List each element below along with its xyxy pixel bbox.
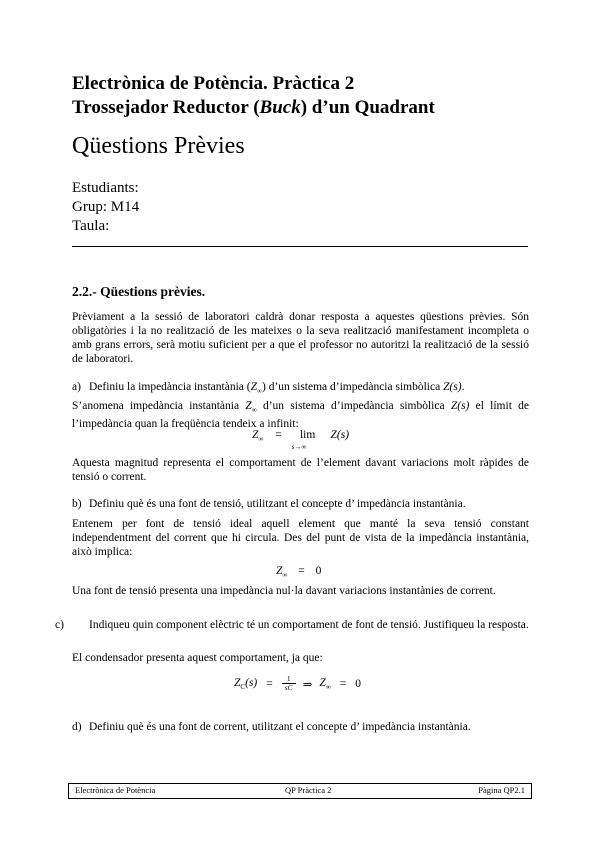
eq-implies: ⇒ (302, 678, 313, 691)
eq-equals: = (339, 677, 347, 690)
answer-text: el límit de l’impedància quan la freqüència tendeix a infinit: (72, 400, 529, 430)
header-divider (72, 246, 528, 247)
symbol: Z (245, 400, 252, 412)
question-label: d) (72, 721, 82, 733)
answer-c: El condensador presenta aquest comportament, ja que: (72, 652, 323, 664)
eq-rhs: 0 (315, 565, 322, 577)
footer-right: Pàgina QP2.1 (478, 785, 525, 795)
question-label: a) (72, 381, 81, 393)
eq-subscript: C (240, 682, 246, 691)
eq-symbol: Z (252, 429, 259, 441)
eq-arg: (s) (245, 676, 258, 689)
page-title: Qüestions Prèvies (72, 133, 245, 159)
title-part: Trossejador Reductor ( (72, 97, 260, 118)
answer-a-conclusion: Aquesta magnitud representa el comportament de l’element davant variacions molt ràpides de tensió o corrent. (72, 457, 529, 483)
eq-symbol: Z (276, 565, 283, 577)
footer-left: Electrònica de Potència (75, 785, 156, 795)
question-d (72, 720, 529, 734)
question-label: c) (55, 619, 64, 631)
answer-b-conclusion: Una font de tensió presenta una impedància nul·la davant variacions instantànies de corrent. (72, 585, 496, 597)
question-text: . (461, 381, 465, 393)
title-emphasis: Buck (259, 97, 301, 118)
footer-center: QP Pràctica 2 (285, 785, 332, 795)
intro-paragraph: Prèviament a la sessió de laboratori caldrà donar resposta a aquestes qüestions prèvies. Són obligatòries i la no realització de les mateixes o la seva realització manifestament incompleta o amb grans errors, serà motiu suficient per a que el professor no autoritzi la realització de la sessió de laboratori. (72, 311, 529, 365)
title-part: ) d’un Quadrant (300, 97, 435, 118)
question-text: Definiu què és una font de corrent, utilitzant el concepte d’ impedància instantània. (89, 721, 471, 733)
eq-equals: = (266, 677, 273, 690)
eq-limit (291, 429, 322, 451)
answer-a (72, 399, 529, 431)
eq-z (319, 677, 330, 691)
students-field: Estudiants: (72, 180, 139, 196)
question-b (72, 497, 529, 511)
symbol: Z(s) (443, 381, 462, 393)
eq-numerator: 1 (286, 674, 291, 683)
question-text: ) d’un sistema d’impedància simbòlica (262, 381, 444, 393)
eq-rhs: Z(s) (330, 429, 350, 441)
section-heading: 2.2.- Qüestions prèvies. (72, 284, 206, 299)
question-text: Definiu què és una font de tensió, utilitzant el concepte d’ impedància instantània. (89, 498, 466, 510)
eq-equals: = (275, 429, 282, 441)
eq-fraction (282, 675, 296, 692)
question-label: b) (72, 498, 82, 510)
eq-rhs: 0 (355, 677, 362, 690)
question-text: Definiu la impedància instantània ( (89, 381, 251, 393)
group-field: Grup: M14 (72, 199, 140, 215)
document-title: Electrònica de Potència. Pràctica 2 (72, 73, 355, 94)
equation-a (252, 429, 350, 451)
eq-symbol: Z (234, 676, 241, 689)
equation-b (276, 565, 321, 579)
answer-text: d’un sistema d’impedància simbòlica (256, 400, 451, 412)
eq-lim-subscript: s→∞ (291, 443, 307, 451)
page-footer (68, 783, 532, 799)
eq-lim-text: lim (299, 429, 316, 441)
answer-b: Entenem per font de tensió ideal aquell element que manté la seva tensió constant independentment del corrent que hi circula. Des del punt de vista de la impedància instantània, això implica: (72, 518, 529, 558)
question-text: Indiqueu quin component elèctric té un comportament de font de tensió. Justifiqueu la resposta. (89, 619, 529, 631)
eq-equals: = (298, 565, 305, 577)
eq-subscript: ∞ (282, 571, 288, 579)
eq-subscript: ∞ (325, 682, 331, 691)
eq-subscript: ∞ (258, 435, 264, 443)
eq-denominator: sC (284, 683, 293, 692)
eq-lhs (234, 677, 257, 691)
symbol: Z (250, 381, 257, 393)
equation-c (234, 675, 361, 692)
subscript: ∞ (257, 387, 262, 395)
symbol: Z(s) (450, 400, 470, 412)
table-field: Taula: (72, 218, 110, 234)
subscript: ∞ (251, 406, 257, 414)
eq-symbol: Z (319, 676, 326, 689)
document-subtitle-line (72, 97, 435, 119)
question-a (72, 380, 529, 398)
question-c (55, 618, 529, 632)
answer-text: S’anomena impedància instantània (72, 400, 246, 412)
